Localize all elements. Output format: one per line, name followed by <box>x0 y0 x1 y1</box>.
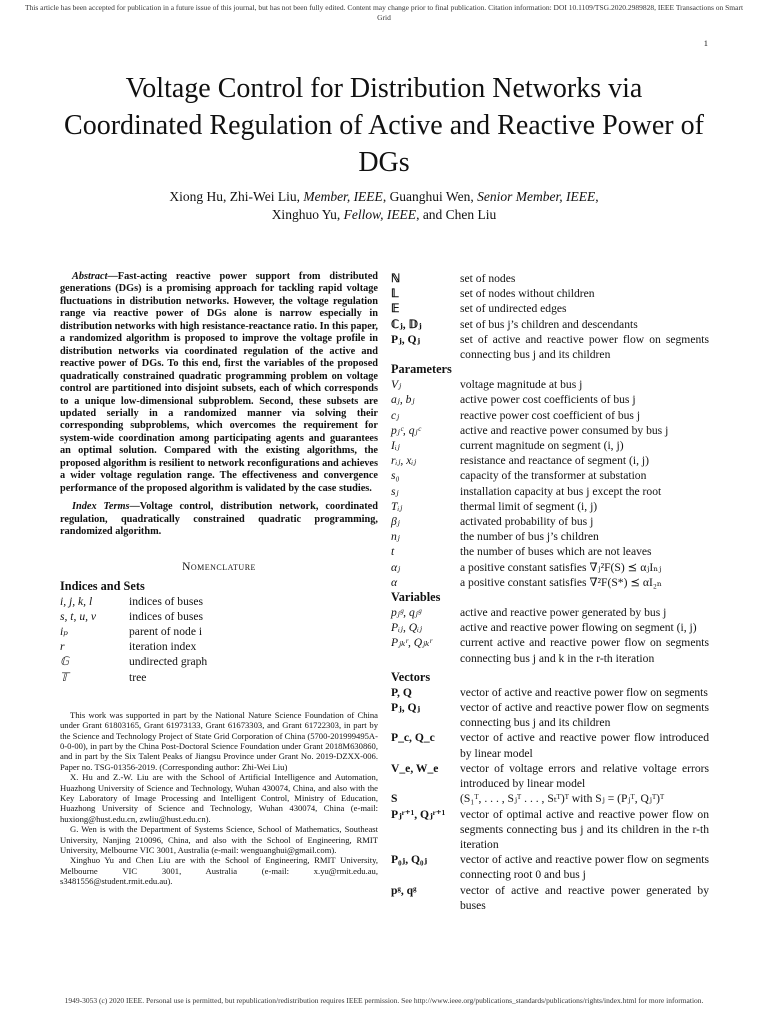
author-text: , <box>595 189 599 204</box>
author-text: , Guanghui Wen, <box>382 189 478 204</box>
nomenclature-row <box>391 317 709 332</box>
nomenclature-definition: active and reactive power flowing on segment (i, j) <box>460 621 697 635</box>
nomenclature-row <box>391 484 709 499</box>
nomenclature-row <box>60 594 378 609</box>
nomenclature-definition: active power cost coefficients of bus j <box>460 393 636 407</box>
nomenclature-definition: parent of node i <box>129 624 203 638</box>
nomenclature-definition: activated probability of bus j <box>460 515 594 529</box>
nomenclature-definition: installation capacity at bus j except the root <box>460 484 662 498</box>
nomenclature-symbol: s₀ <box>391 469 400 483</box>
nomenclature-definition: (S₁ᵀ, . . . , Sⱼᵀ . . . , Sₜᵀ)ᵀ with Sⱼ = (Pⱼᵀ, Qⱼᵀ)ᵀ <box>460 792 665 806</box>
author-text: , and Chen Liu <box>416 207 497 222</box>
nomenclature-row <box>391 514 709 529</box>
nomenclature-row <box>391 529 709 544</box>
nomenclature-symbol: cⱼ <box>391 408 400 422</box>
nomenclature-symbol: P, Q <box>391 685 412 699</box>
nomenclature-symbol: α <box>391 575 398 589</box>
nomenclature-row <box>60 670 378 685</box>
nomenclature-definition: active and reactive power generated by bus j <box>460 606 667 620</box>
paper-title: Voltage Control for Distribution Networks via Coordinated Regulation of Active and Reactive Power of DGs <box>64 73 704 178</box>
author-text: Xinghuo Yu, <box>271 207 344 222</box>
nomenclature-symbol: 𝕃 <box>391 287 399 301</box>
variables-heading: Variables <box>391 590 441 605</box>
nomenclature-row <box>391 560 709 575</box>
nomenclature-symbol: Pᵢⱼ, Qᵢⱼ <box>391 621 423 635</box>
nomenclature-definition: set of nodes <box>460 272 516 285</box>
nomenclature-definition: tree <box>129 670 147 684</box>
nomenclature-symbol: Tᵢⱼ <box>391 499 403 513</box>
nomenclature-definition: set of nodes without children <box>460 287 595 301</box>
nomenclature-definition: vector of active and reactive power generated by buses <box>460 883 709 912</box>
nomenclature-definition: the number of bus j’s children <box>460 530 599 544</box>
nomenclature-symbol: P_c, Q_c <box>391 731 435 745</box>
nomenclature-row <box>60 654 378 669</box>
nomenclature-symbol: pᵍ, qᵍ <box>391 883 417 897</box>
parameters-list <box>391 377 709 590</box>
nomenclature-definition: set of active and reactive power flow on segments connecting bus j and its children <box>460 332 709 362</box>
nomenclature-definition: vector of voltage errors and relative voltage errors introduced by linear model <box>460 761 709 791</box>
nomenclature-row <box>60 639 378 654</box>
nomenclature-symbol: pⱼᵍ, qⱼᵍ <box>391 606 422 620</box>
author-list <box>60 188 708 224</box>
nomenclature-definition: set of undirected edges <box>460 302 567 316</box>
abstract-text: —Fast-acting reactive power support from distributed generations (DGs) is a promising approach for tackling rapid voltage fluctuations in distribution networks. However, the voltage regulation range via reactive power of DGs alone is narrow especially in distribution networks with high resistance-reactance ratio. In this paper, a randomized algorithm is proposed to improve the voltage profile in distribution networks via coordinated regulation of the active and reactive power of DGs. To this end, first the variables of the proposed quadratically constrained quadratic programming problem on voltage control are partitioned into disjoint subsets, each of which corresponds to a unique low-dimensional subproblem. Second, these subsets are updated serially in a randomized manner via solving their corresponding subproblems, which overcomes the requirement for system-wide coordination among participating agents and guarantees an optimal solution. Compared with the existing algorithms, the proposed algorithm is resilient to network reconfigurations and achieves a wider voltage regulation range. The effectiveness and convergence performance of the proposed algorithm is validated by the case studies. <box>60 271 378 494</box>
footnote-affiliation: G. Wen is with the Department of Systems Science, School of Mathematics, Southeast University, Nanjing 210096, China, and also with the School of Engineering, RMIT University, Melbourne VIC 3001, Australia (e-mail: wenguanghui@gmail.com). <box>60 824 378 856</box>
variables-list <box>391 605 709 666</box>
nomenclature-symbol: βⱼ <box>391 515 400 529</box>
nomenclature-definition: vector of active and reactive power flow on segments <box>460 685 708 699</box>
nomenclature-row <box>391 852 709 882</box>
nomenclature-row <box>391 700 709 730</box>
nomenclature-symbol: aⱼ, bⱼ <box>391 393 415 407</box>
vectors-heading: Vectors <box>391 669 431 684</box>
nomenclature-definition: current magnitude on segment (i, j) <box>460 439 624 453</box>
right-column <box>391 271 709 913</box>
nomenclature-row <box>391 423 709 438</box>
nomenclature-row <box>391 761 709 791</box>
nomenclature-symbol: ℂⱼ, 𝔻ⱼ <box>391 317 422 331</box>
nomenclature-row <box>391 807 709 853</box>
nomenclature-row <box>60 609 378 624</box>
nomenclature-definition: indices of buses <box>129 609 204 623</box>
nomenclature-definition: vector of active and reactive power flow introduced by linear model <box>460 731 709 760</box>
nomenclature-symbol: αⱼ <box>391 560 401 574</box>
nomenclature-symbol: r <box>60 640 65 654</box>
sets-list <box>391 271 709 362</box>
nomenclature-row <box>391 544 709 559</box>
author-text: Xiong Hu, Zhi-Wei Liu, <box>169 189 304 204</box>
nomenclature-definition: reactive power cost coefficient of bus j <box>460 408 641 422</box>
nomenclature-symbol: i, j, k, l <box>60 594 93 608</box>
nomenclature-symbol: nⱼ <box>391 530 400 544</box>
nomenclature-definition: indices of buses <box>129 594 204 608</box>
journal-banner: This article has been accepted for publication in a future issue of this journal, but has not been fully edited. Content may change prior to final publication. Citation information: DOI 10.1109/TSG.2020.2989828, IEEE Transactions on Smart Grid <box>24 3 744 22</box>
nomenclature-symbol: 𝔾 <box>60 655 69 669</box>
nomenclature-symbol: S <box>391 792 398 806</box>
nomenclature-symbol: Vⱼ <box>391 378 402 392</box>
page-number: 1 <box>703 38 708 48</box>
vectors-list <box>391 685 709 913</box>
nomenclature-symbol: P₀ⱼ, Q₀ⱼ <box>391 853 428 867</box>
nomenclature-row <box>391 791 709 806</box>
nomenclature-row <box>391 271 709 286</box>
nomenclature-symbol: Pⱼʳ⁺¹, Qⱼʳ⁺¹ <box>391 807 446 821</box>
abstract <box>60 271 378 495</box>
nomenclature-row <box>391 453 709 468</box>
nomenclature-symbol: 𝔼 <box>391 302 400 316</box>
nomenclature-definition: capacity of the transformer at substation <box>460 469 647 483</box>
nomenclature-heading: Nomenclature <box>182 560 256 573</box>
nomenclature-definition: vector of optimal active and reactive power flow on segments connecting bus j and its children in the r-th iteration <box>460 807 709 851</box>
nomenclature-symbol: Pⱼₖʳ, Qⱼₖʳ <box>391 636 432 650</box>
left-column <box>60 271 378 887</box>
nomenclature-symbol: V_e, W_e <box>391 761 439 775</box>
nomenclature-definition: vector of active and reactive power flow on segments connecting root 0 and bus j <box>460 853 709 882</box>
index-terms <box>60 501 378 538</box>
nomenclature-symbol: ℕ <box>391 272 401 285</box>
author-affiliation: Member, IEEE <box>303 189 383 204</box>
footnote-affiliation: Xinghuo Yu and Chen Liu are with the School of Engineering, RMIT University, Melbourne VIC 3001, Australia (e-mail: x.yu@rmit.edu.au, s3481556@student.rmit.edu.au). <box>60 855 378 887</box>
nomenclature-row <box>391 685 709 700</box>
footnote-funding: This work was supported in part by the National Nature Science Foundation of China under Grant 61803165, Grant 61973133, Grant 61673303, and Grant 61722303, in part by the Science and Technology Project of State Grid Corporation of China (5700-201999495A-0-0-00), in part by the China Post-Doctoral Science Foundation under Grant 2018M630860, and in part by the Six Talent Peaks of Jiangsu Province under Grant No. 2019-DZXX-006. Paper no. TSG-01356-2019. (Corresponding author: Zhi-Wei Liu) <box>60 709 378 772</box>
nomenclature-row <box>391 468 709 483</box>
nomenclature-definition: vector of active and reactive power flow on segments connecting bus j and its children <box>460 701 709 730</box>
nomenclature-row <box>391 730 709 760</box>
footnote-affiliation: X. Hu and Z.-W. Liu are with the School of Artificial Intelligence and Automation, Huazhong University of Science and Technology, Wuhan 430074, China, and also with the Key Laboratory of Image Processing and Intelligent Control, Ministry of Education, Huazhong University of Science and Technology, Wuhan 430074, China (e-mail: huxiong@hust.edu.cn, zwliu@hust.edu.cn). <box>60 772 378 824</box>
nomenclature-symbol: 𝕋 <box>60 670 69 684</box>
nomenclature-symbol: rᵢⱼ, xᵢⱼ <box>391 454 417 468</box>
index-terms-text: —Voltage control, distribution network, coordinated regulation, quadratically constrained quadratic programming, randomized algorithm. <box>60 501 378 538</box>
nomenclature-row <box>391 883 709 913</box>
footnotes <box>60 710 378 887</box>
nomenclature-row <box>391 438 709 453</box>
nomenclature-definition: a positive constant satisfies ∇²F(S*) ⪯ αI₂ₙ <box>460 575 662 589</box>
nomenclature-row <box>391 392 709 407</box>
abstract-lead: Abstract <box>72 271 108 282</box>
nomenclature-row <box>391 301 709 316</box>
nomenclature-symbol: Pⱼ, Qⱼ <box>391 332 421 346</box>
nomenclature-symbol: t <box>391 545 395 559</box>
nomenclature-row <box>391 332 709 362</box>
index-terms-lead: Index Terms <box>72 501 130 513</box>
author-affiliation: Senior Member, IEEE <box>477 189 596 204</box>
nomenclature-definition: resistance and reactance of segment (i, j) <box>460 454 649 468</box>
author-affiliation: Fellow, IEEE <box>343 207 417 222</box>
nomenclature-symbol: Pⱼ, Qⱼ <box>391 701 421 715</box>
nomenclature-definition: set of bus j’s children and descendants <box>460 317 638 331</box>
nomenclature-definition: active and reactive power consumed by bus j <box>460 423 669 437</box>
nomenclature-definition: the number of buses which are not leaves <box>460 545 652 559</box>
indices-list <box>60 594 378 685</box>
parameters-heading: Parameters <box>391 362 452 377</box>
indices-heading: Indices and Sets <box>60 578 145 593</box>
nomenclature-symbol: pⱼᶜ, qⱼᶜ <box>391 423 421 437</box>
nomenclature-row <box>391 286 709 301</box>
nomenclature-symbol: s, t, u, v <box>60 609 97 623</box>
nomenclature-definition: current active and reactive power flow on segments connecting bus j and k in the r-th iteration <box>460 636 709 665</box>
nomenclature-definition: voltage magnitude at bus j <box>460 378 583 392</box>
nomenclature-symbol: Iᵢⱼ <box>391 439 400 453</box>
nomenclature-row <box>391 620 709 635</box>
nomenclature-definition: undirected graph <box>129 655 208 669</box>
nomenclature-row <box>391 499 709 514</box>
nomenclature-row <box>391 408 709 423</box>
nomenclature-row <box>391 575 709 590</box>
nomenclature-symbol: sⱼ <box>391 484 399 498</box>
nomenclature-definition: a positive constant satisfies ∇ⱼ²F(S) ⪯ αⱼIₙⱼ <box>460 560 662 574</box>
nomenclature-row <box>60 624 378 639</box>
nomenclature-row <box>391 605 709 620</box>
nomenclature-symbol: iₚ <box>60 624 68 638</box>
copyright-footer: 1949-3053 (c) 2020 IEEE. Personal use is permitted, but republication/redistribution requires IEEE permission. See http://www.ieee.org/publications_standards/publications/rights/index.html for more information. <box>64 996 704 1005</box>
nomenclature-definition: thermal limit of segment (i, j) <box>460 499 598 513</box>
nomenclature-row <box>391 377 709 392</box>
nomenclature-definition: iteration index <box>129 640 197 654</box>
nomenclature-row <box>391 635 709 665</box>
